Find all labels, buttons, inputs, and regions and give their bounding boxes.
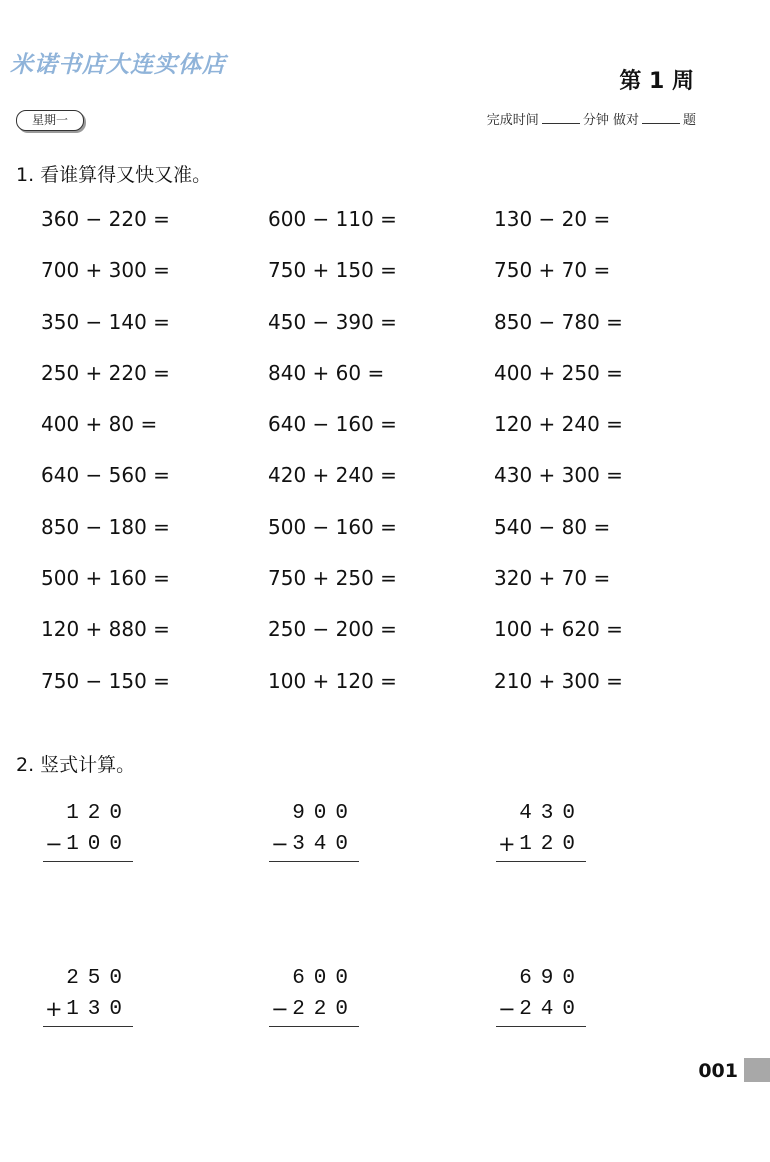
mental-row	[41, 258, 741, 309]
record-minutes-label: 分钟	[582, 113, 609, 128]
section-2-title	[16, 750, 135, 777]
operator: +	[45, 997, 63, 1021]
shop-watermark: 米诺书店大连实体店	[10, 52, 226, 78]
section-1-number: 1.	[16, 164, 35, 186]
day-badge: 星期一	[16, 110, 84, 131]
mental-problem: 100 + 620 =	[494, 617, 623, 642]
mental-problem: 250 + 220 =	[41, 360, 170, 385]
sum-rule-line	[496, 1026, 586, 1027]
minutes-blank[interactable]	[542, 111, 580, 124]
top-number: 900	[292, 802, 357, 825]
record-time-label: 完成时间	[486, 113, 539, 128]
sum-rule-line	[43, 1026, 133, 1027]
bottom-number: 100	[66, 833, 131, 856]
top-number: 120	[66, 802, 131, 825]
operator: −	[271, 997, 289, 1021]
mental-problem: 120 + 240 =	[494, 412, 623, 437]
mental-problem: 250 − 200 =	[268, 617, 397, 642]
page-number: 001	[698, 1060, 738, 1082]
operator: −	[498, 997, 516, 1021]
operator: +	[498, 832, 516, 856]
vertical-problem	[496, 963, 588, 1027]
operator: −	[45, 832, 63, 856]
mental-problem: 350 − 140 =	[41, 309, 170, 334]
mental-row	[41, 463, 741, 514]
section-2-number: 2.	[16, 754, 35, 776]
bottom-number: 240	[519, 998, 584, 1021]
mental-problem: 360 − 220 =	[41, 207, 170, 231]
record-correct-label: 做对	[612, 113, 639, 128]
vertical-problem	[496, 798, 588, 862]
mental-problem: 750 + 250 =	[268, 566, 397, 591]
mental-row	[41, 669, 741, 720]
mental-problem: 400 + 80 =	[41, 412, 158, 437]
sum-rule-line	[496, 861, 586, 862]
mental-problem: 450 − 390 =	[268, 309, 397, 334]
vertical-problem	[269, 963, 361, 1027]
mental-problem: 100 + 120 =	[268, 668, 397, 693]
mental-problem: 750 + 70 =	[494, 258, 611, 283]
mental-problem: 850 − 780 =	[494, 309, 623, 334]
mental-problem: 120 + 880 =	[41, 617, 170, 642]
mental-row	[41, 361, 741, 412]
mental-problem: 750 − 150 =	[41, 668, 170, 693]
mental-problem: 640 − 560 =	[41, 463, 170, 488]
mental-row	[41, 566, 741, 617]
mental-problem: 640 − 160 =	[268, 412, 397, 437]
mental-problem: 210 + 300 =	[494, 668, 623, 693]
mental-math-grid	[41, 207, 741, 720]
week-title: 第 1 周	[619, 69, 694, 94]
sum-rule-line	[269, 1026, 359, 1027]
mental-problem: 400 + 250 =	[494, 360, 623, 385]
top-number: 690	[519, 967, 584, 990]
section-2-heading: 竖式计算。	[40, 754, 136, 776]
page-tab-marker	[744, 1058, 770, 1082]
bottom-number: 220	[292, 998, 357, 1021]
mental-problem: 430 + 300 =	[494, 463, 623, 488]
mental-row	[41, 515, 741, 566]
mental-problem: 420 + 240 =	[268, 463, 397, 488]
mental-problem: 750 + 150 =	[268, 258, 397, 283]
mental-problem: 130 − 20 =	[494, 207, 611, 231]
mental-problem: 500 − 160 =	[268, 514, 397, 539]
operator: −	[271, 832, 289, 856]
mental-row	[41, 617, 741, 668]
top-number: 430	[519, 802, 584, 825]
sum-rule-line	[269, 861, 359, 862]
mental-problem: 320 + 70 =	[494, 566, 611, 591]
top-number: 250	[66, 967, 131, 990]
mental-problem: 840 + 60 =	[268, 360, 385, 385]
mental-row	[41, 207, 741, 258]
bottom-number: 120	[519, 833, 584, 856]
mental-problem: 500 + 160 =	[41, 566, 170, 591]
section-1-heading: 看谁算得又快又准。	[40, 164, 212, 186]
mental-problem: 540 − 80 =	[494, 514, 611, 539]
sum-rule-line	[43, 861, 133, 862]
correct-count-blank[interactable]	[642, 111, 680, 124]
bottom-number: 340	[292, 833, 357, 856]
mental-problem: 700 + 300 =	[41, 258, 170, 283]
vertical-problem	[43, 963, 135, 1027]
mental-row	[41, 310, 741, 361]
completion-record	[487, 109, 696, 128]
mental-problem: 600 − 110 =	[268, 207, 397, 231]
vertical-problem	[43, 798, 135, 862]
record-questions-label: 题	[682, 113, 696, 128]
bottom-number: 130	[66, 998, 131, 1021]
vertical-problem	[269, 798, 361, 862]
section-1-title	[16, 160, 211, 187]
top-number: 600	[292, 967, 357, 990]
mental-row	[41, 412, 741, 463]
mental-problem: 850 − 180 =	[41, 514, 170, 539]
